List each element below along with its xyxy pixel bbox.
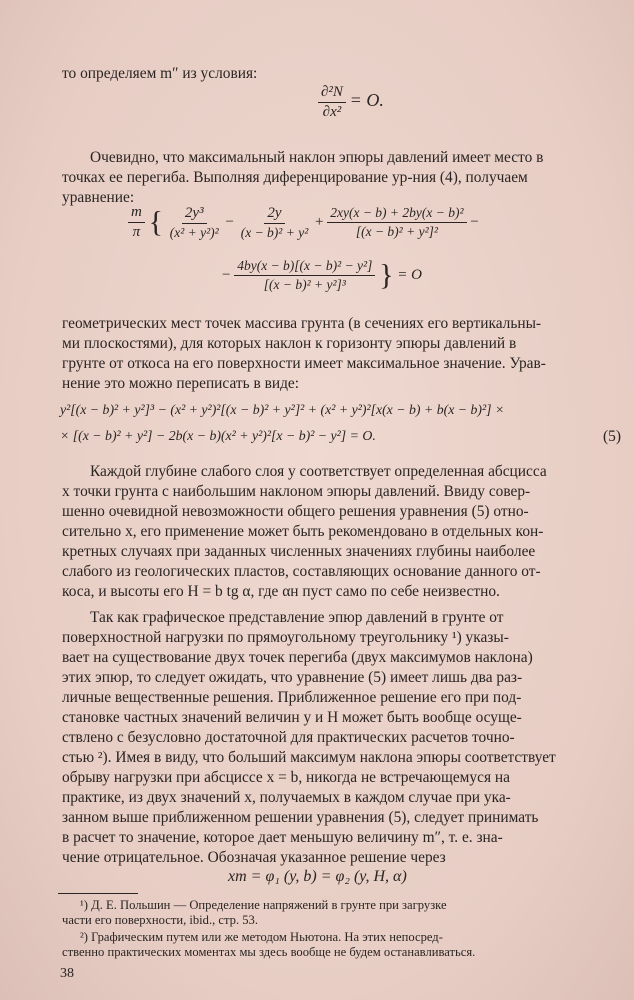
text-line: вает на существование двух точек перегиба (двух максимумов наклона) [62, 649, 533, 666]
footnote-2: ²) Графическим путем или же методом Ньютона. На этих непосред- [80, 930, 443, 944]
text-line: занном выше приближенном решении уравнения (5), следует принимать [62, 809, 539, 826]
text-line: становке частных значений величин y и H может быть вообще осуще- [62, 709, 522, 726]
text-line: Каждой глубине слабого слоя y соответствует определенная абсцисса [90, 463, 547, 480]
text-line: обрыву нагрузки при абсциссе x = b, никогда не встречающемуся на [62, 769, 510, 786]
text-line: точках ее перегиба. Выполняя диференцирование ур-ния (4), получаем [62, 169, 528, 186]
text-line: грунте от откоса на его поверхности имеет максимальное значение. Урав- [62, 355, 546, 372]
footnote-2-continued: ственно практических моментах мы здесь вообще не будем останавливаться. [62, 945, 476, 959]
text-line: ми плоскостями), для которых наклон к горизонту эпюры давлений в [62, 335, 517, 352]
text-line: слабого из геологических пластов, составляющих основание данного от- [62, 563, 541, 580]
equation-5-line-1: y²[(x − b)² + y²]³ − (x² + y²)²[(x − b)² + y²]² + (x² + y²)²[x(x − b) + b(x − b)²] × [60, 402, 505, 417]
text-line: то определяем m″ из условия: [62, 65, 258, 82]
page-number: 38 [60, 966, 74, 981]
text-line: в расчет то значение, которое дает меньшую величину m″, т. е. зна- [62, 829, 503, 846]
text-line: шенно очевидной невозможности общего решения уравнения (5) отно- [62, 503, 529, 520]
text-line: геометрических мест точек массива грунта (в сечениях его вертикальны- [62, 315, 542, 332]
text-line: Так как графическое представление эпюр давлений в грунте от [90, 609, 504, 626]
text-line: кретных случаях при заданных численных значениях глубины наиболее [62, 543, 536, 560]
text-line: Очевидно, что максимальный наклон эпюры давлений имеет место в [90, 149, 544, 166]
text-line: уравнение: [62, 189, 135, 206]
text-line: практике, из двух значений x, получаемых в каждом случае при ука- [62, 789, 511, 806]
equation-solution: xm = φ₁ (y, b) = φ₂ (y, H, α) [228, 868, 407, 885]
fraction: $\frac{\text{∂²N}}{\text{∂x²}}$ [318, 84, 346, 121]
equation-5-line-2: × [(x − b)² + y²] − 2b(x − b)(x² + y²)²[x − b)² − y²] = O. [60, 428, 376, 443]
footnote-divider [58, 893, 138, 894]
text-line: сительно x, его применение может быть рекомендовано в отдельных кон- [62, 523, 544, 540]
equation-inflection-condition: $\frac{\text{∂²N}}{\text{∂x²}}$ = O. [318, 84, 384, 121]
text-line: стью ²). Имея в виду, что больший максимум наклона эпюры соответствует [62, 749, 556, 766]
footnote-1: ¹) Д. Е. Польшин — Определение напряжений в грунте при загрузке [80, 898, 447, 912]
text-line: личные вещественные решения. Приближенное решение его при под- [62, 689, 522, 706]
text-line: чение отрицательное. Обозначая указанное решение через [62, 849, 446, 866]
text-line: коса, и высоты его H = b tg α, где αн пуст само по себе неизвестно. [62, 583, 500, 600]
text-line: x точки грунта с наибольшим наклоном эпюры давлений. Ввиду совер- [62, 483, 531, 500]
equation-derivative: $\frac{m}{\pi}$ { $\frac{\text{2y³}}{\text{(x² + y²)²}}$ − $\frac{2y}{\text{(x − b)² + y²}}$ + $\frac{\text{2xy(x − b) + 2by(x − b)²}}{\text{[(x − b)² + y²]²}}$ − [128, 204, 479, 241]
text-line: нение это можно переписать в виде: [62, 375, 300, 392]
equation-number: (5) [603, 428, 621, 445]
equation-derivative-continued: − $\frac{\text{4by(x − b)[(x − b)² − y²]}}{\text{[(x − b)² + y²]³}}$ } = O [222, 258, 422, 292]
text-line: этих эпюр, то следует ожидать, что уравнение (5) имеет лишь два раз- [62, 669, 523, 686]
text-line: ствлено с безусловно достаточной для практических расчетов точно- [62, 729, 515, 746]
footnote-1-continued: части его поверхности, ibid., стр. 53. [62, 913, 258, 927]
text-line: поверхностной нагрузки по прямоугольному треугольнику ¹) указы- [62, 629, 509, 646]
